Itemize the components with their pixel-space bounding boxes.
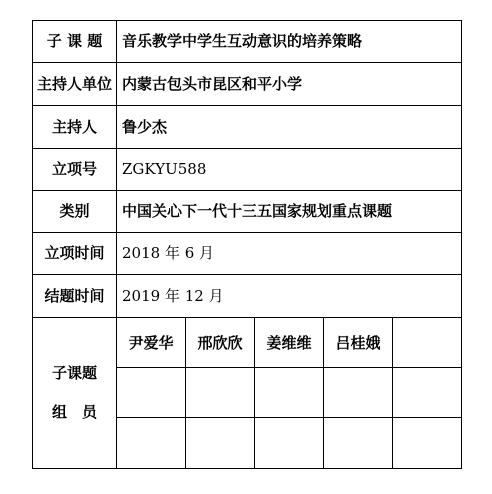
member-empty-cell: [255, 418, 324, 469]
host-label: 主持人: [33, 106, 117, 149]
row-host: [33, 106, 462, 149]
row-subtopic-title: [33, 21, 462, 63]
subtopic-title-label: 子 课 题: [33, 21, 117, 63]
member-empty-cell: [393, 368, 462, 418]
member-empty-cell: [117, 368, 186, 418]
member-empty-cell: [324, 368, 393, 418]
row-project-number: [33, 149, 462, 191]
project-info-table: [32, 20, 462, 469]
host-unit-label: 主持人单位: [33, 63, 117, 106]
members-label-line1: 子课题: [51, 364, 97, 382]
row-end-time: [33, 275, 462, 318]
members-label-line2: 组 员: [51, 403, 97, 421]
members-label: [33, 318, 117, 469]
member-name-4: 吕桂娥: [324, 318, 393, 368]
row-host-unit: [33, 63, 462, 106]
end-time-value: 2019 年 12 月: [117, 275, 462, 318]
row-members-names: [33, 318, 462, 368]
member-empty-cell: [117, 418, 186, 469]
category-label: 类别: [33, 191, 117, 233]
member-empty-cell: [393, 318, 462, 368]
start-time-value: 2018 年 6 月: [117, 233, 462, 275]
host-value: 鲁少杰: [117, 106, 462, 149]
start-time-label: 立项时间: [33, 233, 117, 275]
row-start-time: [33, 233, 462, 275]
host-unit-value: 内蒙古包头市昆区和平小学: [117, 63, 462, 106]
project-number-label: 立项号: [33, 149, 117, 191]
member-empty-cell: [186, 418, 255, 469]
member-name-1: 尹爱华: [117, 318, 186, 368]
project-number-value: ZGKYU588: [117, 149, 462, 191]
end-time-label: 结题时间: [33, 275, 117, 318]
member-empty-cell: [255, 368, 324, 418]
category-value: 中国关心下一代十三五国家规划重点课题: [117, 191, 462, 233]
member-name-3: 姜维维: [255, 318, 324, 368]
member-empty-cell: [393, 418, 462, 469]
subtopic-title-value: 音乐教学中学生互动意识的培养策略: [117, 21, 462, 63]
member-empty-cell: [324, 418, 393, 469]
row-category: [33, 191, 462, 233]
member-name-2: 邢欣欣: [186, 318, 255, 368]
member-empty-cell: [186, 368, 255, 418]
